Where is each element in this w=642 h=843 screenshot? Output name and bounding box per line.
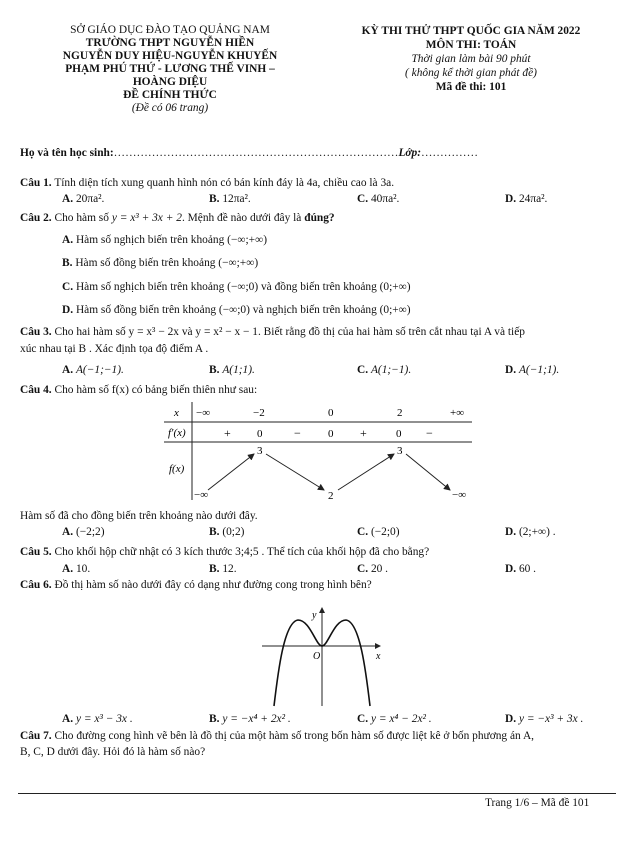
q4-option-d: D. (2;+∞) . (505, 526, 556, 538)
sign-5: + (360, 426, 367, 440)
q6-option-a: A. y = x³ − 3x . (62, 713, 133, 725)
sign-4: 0 (328, 428, 334, 440)
f-value-5: −∞ (452, 489, 467, 501)
q3-text-line-2: xúc nhau tại B . Xác định tọa độ điểm A . (20, 343, 209, 355)
question-6 (20, 579, 372, 591)
q2-text-b: . Mệnh đề nào dưới đây là (181, 212, 302, 224)
y-axis-label: y (312, 610, 317, 621)
q6-option-d: D. y = −x³ + 3x . (505, 713, 584, 725)
q3-label: Câu 3. (20, 326, 52, 338)
q5-option-a: A. 10. (62, 563, 91, 575)
q2-emphasis: đúng? (304, 212, 335, 224)
q3-option-d: D. A(−1;1). (505, 364, 560, 376)
sign-7: − (426, 426, 433, 440)
q2-text-a: Cho hàm số (54, 212, 109, 224)
question-1 (20, 177, 394, 189)
q3-option-c: C. A(1;−1). (357, 364, 412, 376)
arrow-down-1 (266, 454, 324, 490)
q6-option-c: C. y = x⁴ − 2x² . (357, 713, 432, 725)
q7-text-1: Cho đường cong hình vẽ bên là đồ thị của một hàm số trong bốn hàm số được liệt kê ở bốn phương án A, (54, 730, 535, 742)
q1-option-a: A. 20πa². (62, 193, 105, 205)
q2-option-b: B. Hàm số đồng biến trên khoảng (−∞;+∞) (62, 257, 259, 269)
name-label: Họ và tên học sinh: (20, 147, 114, 159)
arrow-down-2 (406, 454, 450, 490)
q4-option-b: B. (0;2) (209, 526, 245, 538)
sign-2: 0 (257, 428, 263, 440)
x-value-1: −∞ (196, 407, 211, 419)
arrow-up-2 (338, 454, 394, 490)
exam-code: Mã đề thi: 101 (435, 81, 507, 93)
q2-option-a: A. Hàm số nghịch biến trên khoảng (−∞;+∞) (62, 234, 267, 246)
f-value-1: −∞ (194, 489, 209, 501)
q2-label: Câu 2. (20, 212, 52, 224)
variation-table (164, 402, 474, 502)
exam-title: KỲ THI THỬ THPT QUỐC GIA NĂM 2022 (361, 25, 581, 37)
q1-option-c: C. 40πa². (357, 193, 400, 205)
x-value-4: 2 (397, 407, 403, 419)
x-value-3: 0 (328, 407, 334, 419)
q1-option-d: D. 24πa². (505, 193, 548, 205)
q3-text-1: Cho hai hàm số y = x³ − 2x và y = x² − x − 1. Biết rằng đồ thị của hai hàm số trên cắt nhau tại A và tiếp (54, 326, 525, 338)
question-4 (20, 384, 257, 396)
exam-time: Thời gian làm bài 90 phút (411, 53, 531, 65)
sign-6: 0 (396, 428, 402, 440)
f-value-3: 2 (328, 490, 334, 502)
q2-option-c: C. Hàm số nghịch biến trên khoảng (−∞;0) và đồng biến trên khoảng (0;+∞) (62, 281, 411, 293)
question-7 (20, 730, 534, 742)
header-left (20, 24, 320, 115)
sign-1: + (224, 426, 231, 440)
q5-option-b: B. 12. (209, 563, 237, 575)
function-graph (262, 602, 384, 708)
q1-option-b: B. 12πa². (209, 193, 251, 205)
school-name-1: TRƯỜNG THPT NGUYỄN HIỀN (85, 37, 255, 49)
q3-option-a: A. A(−1;−1). (62, 364, 124, 376)
q2-option-d: D. Hàm số đồng biến trên khoảng (−∞;0) và nghịch biến trên khoảng (0;+∞) (62, 304, 411, 316)
official-label: ĐỀ CHÍNH THỨC (123, 89, 217, 101)
question-3 (20, 326, 525, 338)
q5-text: Cho khối hộp chữ nhật có 3 kích thước 3;4;5 . Thể tích của khối hộp đã cho bằng? (54, 546, 430, 558)
q7-text-line-2: B, C, D dưới đây. Hỏi đó là hàm số nào? (20, 746, 206, 758)
x-axis-label: x (376, 651, 381, 662)
origin-label: O (313, 651, 321, 662)
q4-option-c: C. (−2;0) (357, 526, 400, 538)
department-name: SỞ GIÁO DỤC ĐÀO TẠO QUẢNG NAM (70, 24, 270, 36)
q6-label: Câu 6. (20, 579, 52, 591)
q1-text: Tính diện tích xung quanh hình nón có bán kính đáy là 4a, chiều cao là 3a. (54, 177, 395, 189)
q4-after-text: Hàm số đã cho đồng biến trên khoảng nào dưới đây. (20, 510, 258, 522)
school-name-4: HOÀNG DIỆU (132, 76, 208, 88)
arrow-up-1 (208, 454, 254, 490)
q1-label: Câu 1. (20, 177, 52, 189)
q4-label: Câu 4. (20, 384, 52, 396)
school-name-3: PHẠM PHÚ THỨ - LƯƠNG THẾ VINH – (65, 63, 275, 75)
page-footer: Trang 1/6 – Mã đề 101 (485, 797, 590, 809)
footer-divider (18, 793, 616, 794)
school-name-2: NGUYỄN DUY HIỆU-NGUYỄN KHUYẾN (62, 50, 278, 62)
f-value-2: 3 (257, 445, 263, 457)
sign-3: − (294, 426, 301, 440)
q6-text: Đồ thị hàm số nào dưới đây có dạng như đường cong trong hình bên? (54, 579, 372, 591)
row-fprime-label: f′(x) (168, 427, 186, 439)
q2-formula: y = x³ + 3x + 2 (111, 212, 182, 224)
class-dots: …………… (421, 147, 478, 159)
question-5 (20, 546, 429, 558)
row-x-label: x (174, 407, 179, 419)
q4-text: Cho hàm số f(x) có bảng biến thiên như sau: (54, 384, 258, 396)
f-value-4: 3 (397, 445, 403, 457)
q3-option-b: B. A(1;1). (209, 364, 255, 376)
q5-option-c: C. 20 . (357, 563, 389, 575)
question-2 (20, 212, 335, 224)
q7-label: Câu 7. (20, 730, 52, 742)
header-right (332, 24, 610, 94)
student-line (20, 147, 478, 159)
q5-label: Câu 5. (20, 546, 52, 558)
q5-option-d: D. 60 . (505, 563, 537, 575)
exam-subject: MÔN THI: TOÁN (425, 39, 517, 51)
name-dots: ………………………………………………………………… (113, 147, 399, 159)
row-f-label: f(x) (169, 463, 185, 475)
exam-time-note: ( không kể thời gian phát đề) (405, 67, 537, 79)
class-label: Lớp: (398, 147, 421, 159)
x-value-5: +∞ (450, 407, 465, 419)
page-count: (Đề có 06 trang) (131, 102, 209, 114)
x-value-2: −2 (253, 407, 265, 419)
q6-option-b: B. y = −x⁴ + 2x² . (209, 713, 291, 725)
q4-option-a: A. (−2;2) (62, 526, 105, 538)
